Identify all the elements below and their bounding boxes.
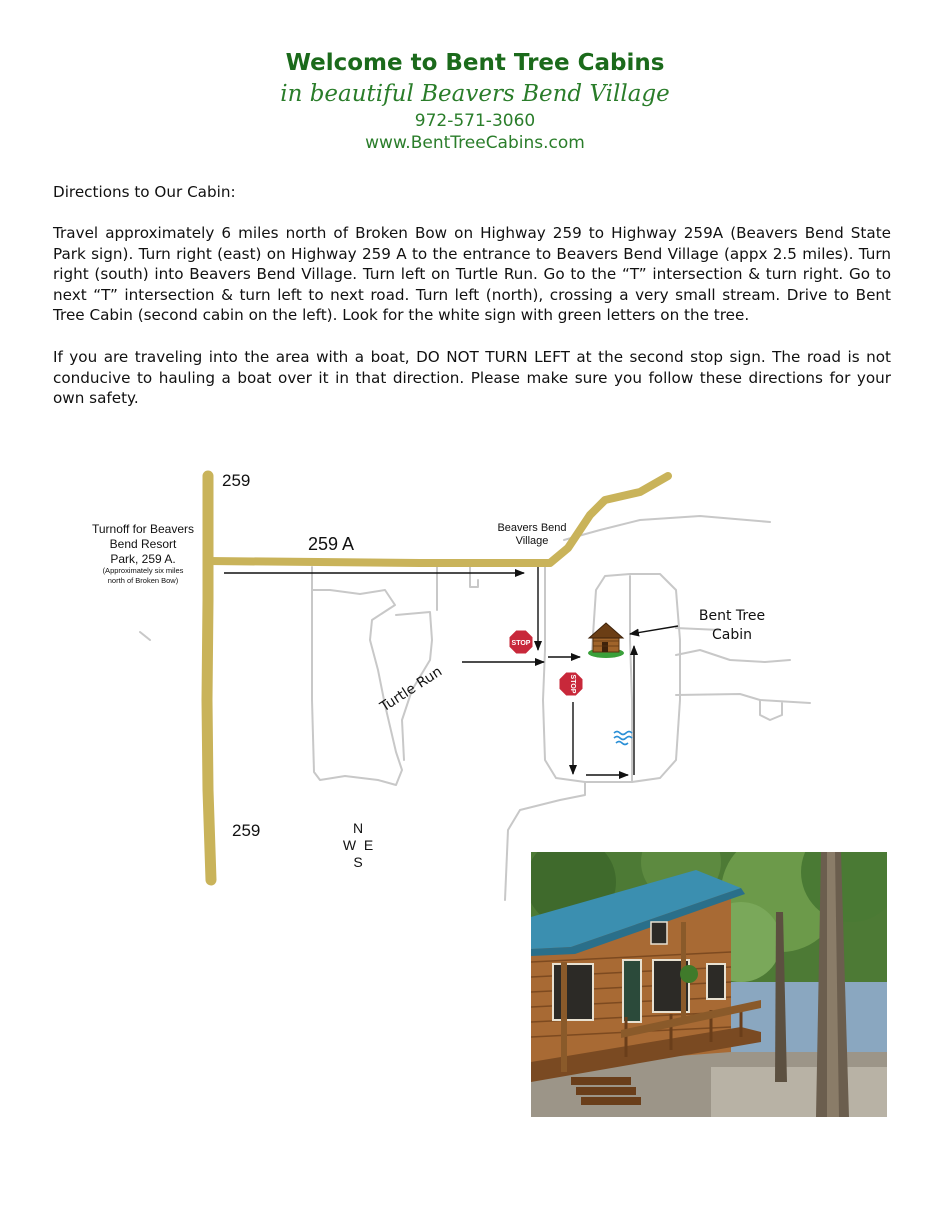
page-header [0,48,950,154]
turnoff-label: Bend Resort [109,537,177,551]
cabin-photo [531,852,887,1117]
stream-icon [614,732,632,745]
stop-sign-icon [559,672,583,696]
village-label: Beavers Bend [497,522,567,534]
route-arrows [224,567,678,775]
directions-heading: Directions to Our Cabin: [53,183,236,201]
hwy-259-south-label: 259 [232,821,261,840]
turnoff-label: Park, 259 A. [110,552,176,566]
cabin-label: Cabin [711,627,753,643]
svg-text:STOP: STOP [511,640,531,647]
turnoff-label: Turnoff for Beavers [91,522,195,536]
compass-south: S [353,854,363,870]
cabin-label: Bent Tree [698,608,766,624]
page-title: Welcome to Bent Tree Cabins [285,50,665,76]
page-subtitle: in beautiful Beavers Bend Village [280,81,670,107]
phone-number: 972-571-3060 [414,111,536,131]
turtle-run-label: Turtle Run [377,663,446,716]
directions-paragraph: Travel approximately 6 miles north of Broken Bow on Highway 259 to Highway 259A (Beavers Bend State Park sign). Turn right (east) on Highway 259 A to the entrance to Beavers Bend Village (appx 2.5 miles). Turn right (south) into Beavers Bend Village. Turn left on Turtle Run. Go to the “T” intersection & turn right. Go to next “T” intersection & turn left to next road. Turn left (north), crossing a very small stream. Drive to Bent Tree Cabin (second cabin on the left). Look for the white sign with green letters on the tree. [53,224,891,324]
svg-text:STOP: STOP [569,674,576,694]
compass-north: N [352,820,364,836]
turnoff-note: north of Broken Bow) [107,576,179,585]
website-link[interactable]: www.BentTreeCabins.com [365,133,585,153]
compass-west-east: W E [342,837,374,853]
route-arrow [630,626,678,634]
turnoff-annotation [92,522,194,585]
directions-map [0,460,950,920]
stop-sign-icon [509,630,533,654]
hwy-259a-label: 259 A [308,534,355,554]
compass-rose [343,820,373,870]
boat-warning-paragraph: If you are traveling into the area with a boat, DO NOT TURN LEFT at the second stop sign. The road is not conducive to hauling a boat over it in that direction. Please make sure you follow these directions for your own safety. [53,348,891,407]
village-label: Village [515,535,549,547]
turnoff-note: (Approximately six miles [102,566,184,575]
hwy-259-north-label: 259 [222,471,251,490]
